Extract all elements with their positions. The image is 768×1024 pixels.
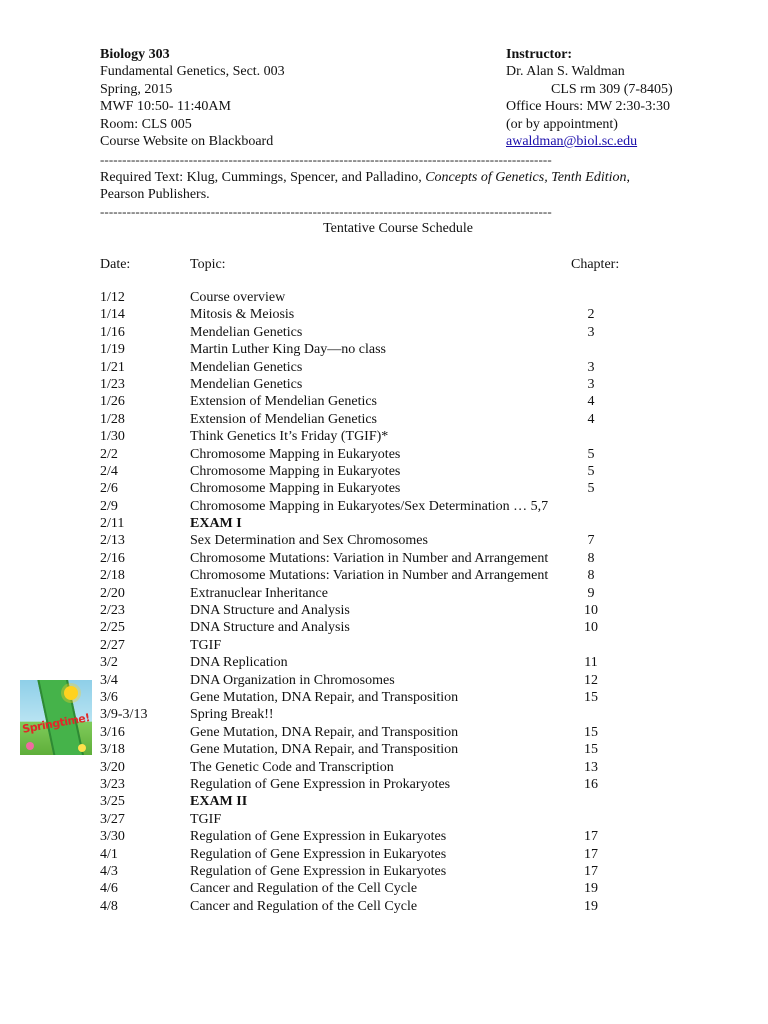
row-date: 2/23 [100, 603, 125, 619]
row-topic: EXAM II [190, 794, 248, 810]
row-date: 4/1 [100, 846, 118, 862]
row-topic: Mendelian Genetics [190, 324, 303, 340]
row-topic: TGIF [190, 811, 222, 827]
table-row [100, 759, 660, 776]
course-name: Fundamental Genetics, Sect. 003 [100, 64, 285, 80]
row-date: 2/9 [100, 498, 118, 514]
row-topic: Chromosome Mapping in Eukaryotes [190, 446, 401, 462]
course-room: Room: CLS 005 [100, 116, 192, 132]
required-text-book: Concepts of Genetics, Tenth Edition [425, 170, 627, 185]
row-chapter: 3 [587, 376, 595, 392]
table-row [100, 637, 660, 654]
row-topic: Gene Mutation, DNA Repair, and Transposition [190, 724, 459, 740]
row-topic: Chromosome Mutations: Variation in Number and Arrangement [190, 568, 549, 584]
course-term: Spring, 2015 [100, 81, 173, 97]
row-date: 2/25 [100, 620, 125, 636]
row-topic: Gene Mutation, DNA Repair, and Transposition [190, 689, 459, 705]
row-date: 2/27 [100, 637, 125, 653]
row-date: 2/6 [100, 481, 118, 497]
row-date: 3/27 [100, 811, 125, 827]
table-row [100, 776, 660, 793]
row-topic: Regulation of Gene Expression in Prokaryotes [190, 776, 451, 792]
row-date: 3/25 [100, 794, 125, 810]
row-chapter: 19 [584, 898, 598, 914]
table-row [100, 532, 660, 549]
instructor-info [506, 46, 696, 150]
table-row [100, 654, 660, 671]
table-row [100, 898, 660, 915]
row-topic: Spring Break!! [190, 707, 274, 723]
row-chapter: 2 [587, 307, 595, 323]
row-date: 2/13 [100, 533, 125, 549]
row-topic: Regulation of Gene Expression in Eukaryotes [190, 829, 447, 845]
table-row [100, 863, 660, 880]
row-date: 1/12 [100, 290, 125, 305]
instructor-name: Dr. Alan S. Waldman [506, 64, 625, 80]
row-topic: Chromosome Mapping in Eukaryotes [190, 463, 401, 479]
table-row [100, 480, 660, 497]
table-row [100, 463, 660, 480]
table-row [100, 324, 660, 341]
row-topic: Extranuclear Inheritance [190, 585, 328, 601]
instructor-office: CLS rm 309 (7-8405) [551, 81, 673, 97]
row-date: 1/14 [100, 307, 125, 323]
table-row [100, 341, 660, 358]
required-text [100, 169, 680, 204]
row-chapter: 10 [584, 603, 598, 619]
instructor-email-link[interactable]: awaldman@biol.sc.edu [506, 133, 638, 149]
row-date: 3/16 [100, 724, 125, 740]
row-date: 1/23 [100, 376, 125, 392]
table-row [100, 724, 660, 741]
instructor-appointment: (or by appointment) [506, 116, 618, 132]
table-row [100, 411, 660, 428]
row-date: 1/19 [100, 342, 125, 358]
row-chapter: 13 [584, 759, 598, 775]
row-date: 2/2 [100, 446, 118, 462]
row-chapter: 15 [584, 689, 598, 705]
row-topic: DNA Replication [190, 655, 288, 671]
row-date: 2/4 [100, 463, 118, 479]
required-text-prefix: Required Text: Klug, Cummings, Spencer, and Palladino, [100, 170, 426, 185]
course-title: Biology 303 [100, 47, 170, 62]
table-row [100, 289, 660, 306]
table-row [100, 515, 660, 532]
row-topic: Martin Luther King Day—no class [190, 342, 386, 358]
row-chapter: 5 [587, 481, 595, 497]
table-row [100, 689, 660, 706]
row-topic: Chromosome Mutations: Variation in Number and Arrangement [190, 550, 549, 566]
row-chapter: 15 [584, 724, 598, 740]
required-text-suffix: , [626, 170, 631, 185]
row-topic: Mitosis & Meiosis [190, 307, 295, 323]
row-chapter: 5 [587, 446, 595, 462]
row-chapter: 16 [584, 776, 598, 792]
row-topic: Regulation of Gene Expression in Eukaryotes [190, 863, 447, 879]
table-row [100, 585, 660, 602]
table-row [100, 811, 660, 828]
table-row [100, 828, 660, 845]
course-time: MWF 10:50- 11:40AM [100, 99, 231, 115]
table-row [100, 550, 660, 567]
table-row [100, 706, 660, 723]
table-row [100, 602, 660, 619]
required-text-publisher: Pearson Publishers. [100, 187, 210, 203]
table-row [100, 672, 660, 689]
row-topic: Chromosome Mapping in Eukaryotes/Sex Determination … 5,7 [190, 498, 549, 514]
row-date: 2/20 [100, 585, 125, 601]
table-row [100, 359, 660, 376]
row-topic: Cancer and Regulation of the Cell Cycle [190, 881, 418, 897]
row-date: 1/21 [100, 359, 125, 375]
row-topic: DNA Organization in Chromosomes [190, 672, 395, 688]
row-chapter: 10 [584, 620, 598, 636]
table-row [100, 880, 660, 897]
row-topic: The Genetic Code and Transcription [190, 759, 394, 775]
row-topic: DNA Structure and Analysis [190, 620, 350, 636]
row-date: 2/16 [100, 550, 125, 566]
header-date: Date: [100, 257, 131, 272]
table-row [100, 619, 660, 636]
row-topic: Sex Determination and Sex Chromosomes [190, 533, 428, 549]
row-chapter: 17 [584, 863, 598, 879]
row-chapter: 11 [584, 655, 598, 671]
row-topic: Mendelian Genetics [190, 376, 303, 392]
row-date: 3/23 [100, 776, 125, 792]
row-chapter: 5 [587, 463, 595, 479]
row-chapter: 8 [587, 550, 595, 566]
row-topic: Mendelian Genetics [190, 359, 303, 375]
row-date: 4/3 [100, 863, 118, 879]
header-chapter: Chapter: [571, 257, 620, 272]
table-row [100, 306, 660, 323]
row-chapter: 8 [587, 568, 595, 584]
row-chapter: 3 [587, 324, 595, 340]
row-chapter: 3 [587, 359, 595, 375]
instructor-hours: Office Hours: MW 2:30-3:30 [506, 99, 670, 115]
row-chapter: 4 [587, 394, 595, 410]
row-topic: Regulation of Gene Expression in Eukaryotes [190, 846, 447, 862]
row-date: 1/26 [100, 394, 125, 410]
row-date: 1/16 [100, 324, 125, 340]
instructor-heading: Instructor: [506, 47, 573, 62]
row-chapter: 15 [584, 742, 598, 758]
row-chapter: 4 [587, 411, 595, 427]
row-date: 3/18 [100, 742, 125, 758]
row-date: 1/30 [100, 429, 125, 445]
row-date: 2/11 [100, 516, 125, 532]
header-topic: Topic: [190, 257, 226, 272]
course-info [100, 46, 490, 150]
row-chapter: 7 [587, 533, 595, 549]
divider-top: ------------------------------------------------------------------------------------------------------ [100, 153, 552, 166]
schedule-table [100, 289, 660, 915]
table-row [100, 428, 660, 445]
row-topic: TGIF [190, 637, 222, 653]
row-date: 3/6 [100, 689, 118, 705]
sun-icon [64, 686, 78, 700]
row-chapter: 17 [584, 829, 598, 845]
flower-icon [78, 744, 86, 752]
row-date: 3/20 [100, 759, 125, 775]
row-date: 3/9-3/13 [100, 707, 148, 723]
row-date: 3/30 [100, 829, 125, 845]
table-row [100, 498, 660, 515]
table-row [100, 846, 660, 863]
springtime-word: Springtime! [21, 711, 91, 736]
table-row [100, 567, 660, 584]
row-date: 3/4 [100, 672, 118, 688]
row-date: 2/18 [100, 568, 125, 584]
row-topic: Extension of Mendelian Genetics [190, 394, 378, 410]
table-row [100, 741, 660, 758]
row-topic: Chromosome Mapping in Eukaryotes [190, 481, 401, 497]
table-row [100, 393, 660, 410]
row-chapter: 17 [584, 846, 598, 862]
springtime-clipart-icon [20, 680, 92, 755]
course-website: Course Website on Blackboard [100, 133, 274, 149]
row-chapter: 9 [587, 585, 595, 601]
row-topic: Think Genetics It’s Friday (TGIF)* [190, 429, 389, 445]
flower-icon [26, 742, 34, 750]
divider-bottom: ------------------------------------------------------------------------------------------------------ [100, 205, 552, 218]
table-row [100, 446, 660, 463]
row-topic: Gene Mutation, DNA Repair, and Transposition [190, 742, 459, 758]
row-date: 4/6 [100, 881, 118, 897]
row-chapter: 19 [584, 881, 598, 897]
row-topic: EXAM I [190, 516, 242, 532]
row-date: 4/8 [100, 898, 118, 914]
row-topic: Extension of Mendelian Genetics [190, 411, 378, 427]
row-date: 1/28 [100, 411, 125, 427]
schedule-title: Tentative Course Schedule [323, 221, 473, 236]
row-topic: DNA Structure and Analysis [190, 603, 350, 619]
row-topic: Cancer and Regulation of the Cell Cycle [190, 898, 418, 914]
row-topic: Course overview [190, 290, 286, 305]
table-row [100, 793, 660, 810]
row-chapter: 12 [584, 672, 598, 688]
row-date: 3/2 [100, 655, 118, 671]
table-row [100, 376, 660, 393]
